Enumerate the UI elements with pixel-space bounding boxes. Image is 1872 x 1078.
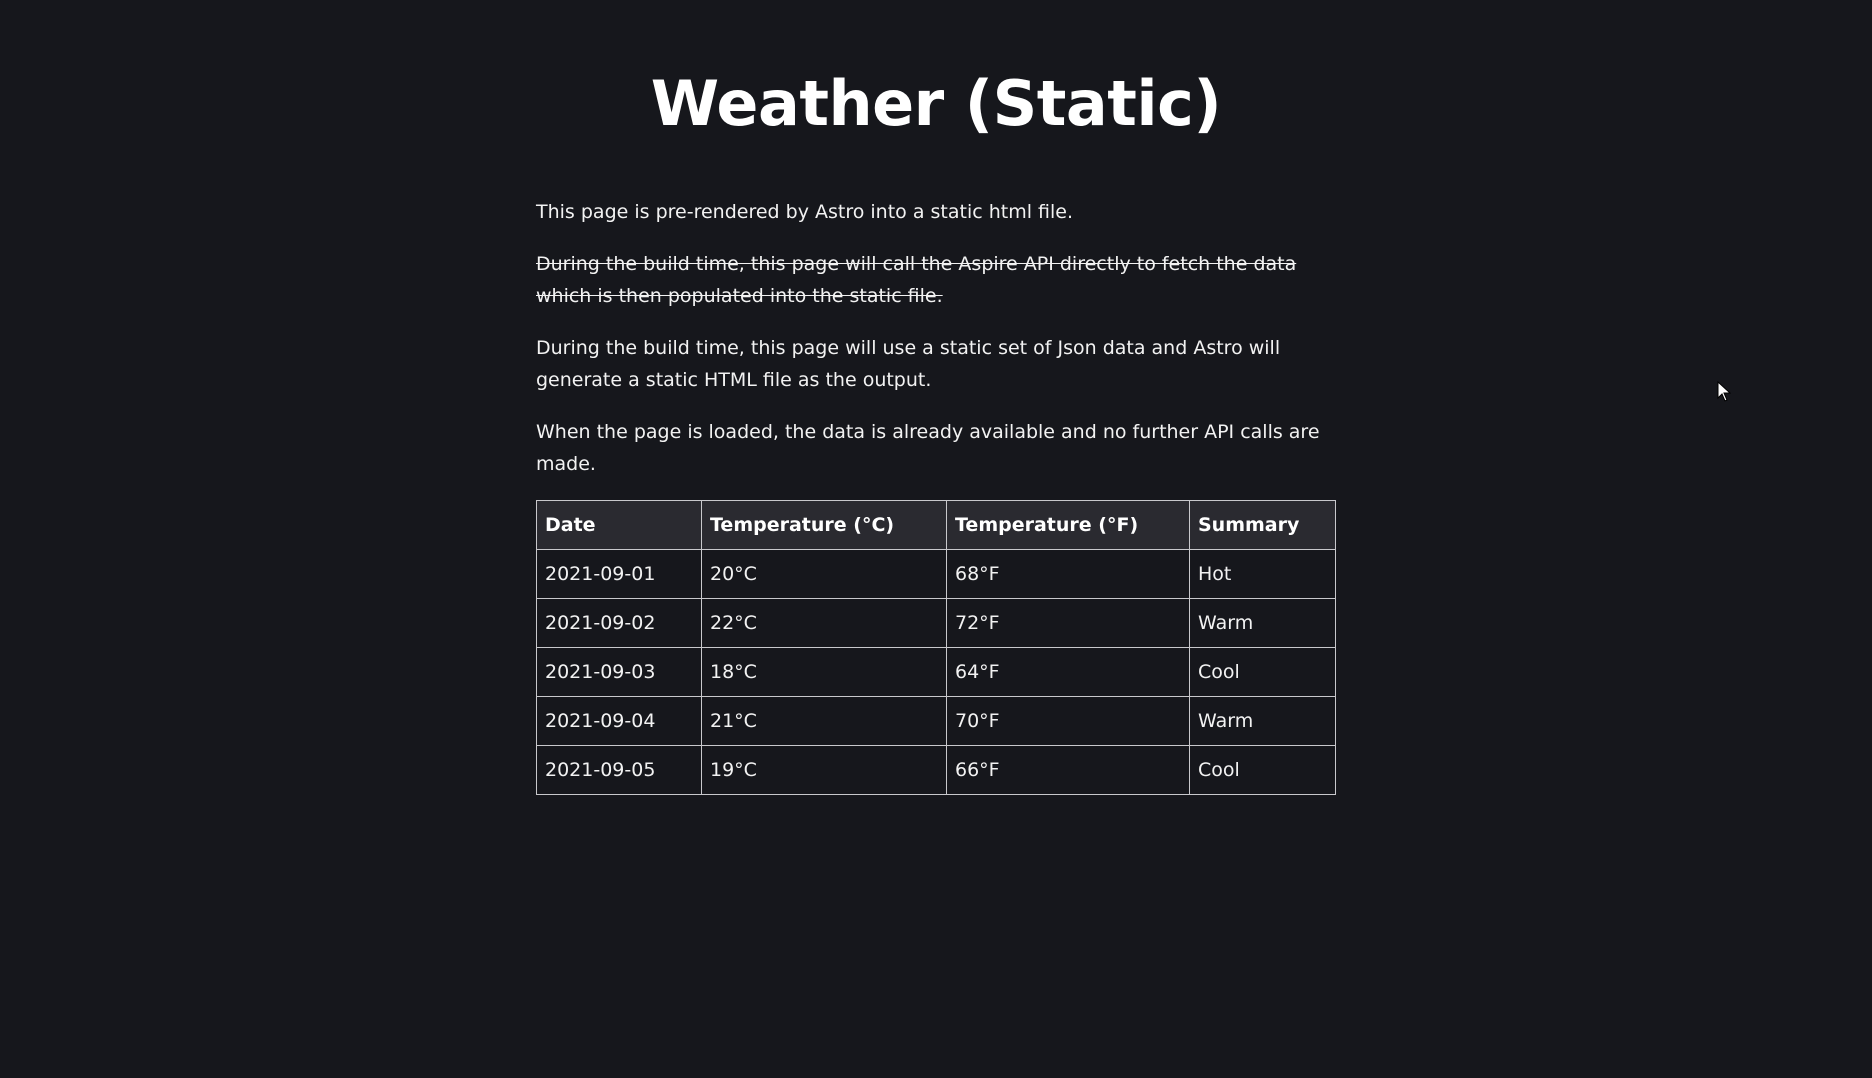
table-row xyxy=(537,550,1336,599)
cell-date: 2021-09-03 xyxy=(537,648,702,697)
cell-date: 2021-09-01 xyxy=(537,550,702,599)
cell-date: 2021-09-05 xyxy=(537,746,702,795)
table-row xyxy=(537,697,1336,746)
cell-summary: Cool xyxy=(1190,648,1336,697)
main-content xyxy=(536,0,1336,795)
cell-temperature-f: 68°F xyxy=(947,550,1190,599)
table-row xyxy=(537,746,1336,795)
cell-summary: Hot xyxy=(1190,550,1336,599)
cell-summary: Warm xyxy=(1190,697,1336,746)
cell-temperature-c: 22°C xyxy=(702,599,947,648)
cell-date: 2021-09-04 xyxy=(537,697,702,746)
table-row xyxy=(537,599,1336,648)
build-paragraph: During the build time, this page will use a static set of Json data and Astro will generate a static HTML file as the output. xyxy=(536,337,1281,391)
cell-temperature-c: 19°C xyxy=(702,746,947,795)
cell-summary: Warm xyxy=(1190,599,1336,648)
header-date: Date xyxy=(537,501,702,550)
table-header xyxy=(537,501,1336,550)
cell-temperature-f: 70°F xyxy=(947,697,1190,746)
struck-paragraph: During the build time, this page will call the Aspire API directly to fetch the data which is then populated into the static file. xyxy=(536,253,1297,307)
header-temperature-f: Temperature (°F) xyxy=(947,501,1190,550)
header-summary: Summary xyxy=(1190,501,1336,550)
mouse-pointer-icon xyxy=(1717,381,1731,403)
table-row xyxy=(537,648,1336,697)
cell-temperature-c: 21°C xyxy=(702,697,947,746)
cell-temperature-c: 20°C xyxy=(702,550,947,599)
table-body xyxy=(537,550,1336,795)
cell-date: 2021-09-02 xyxy=(537,599,702,648)
cell-summary: Cool xyxy=(1190,746,1336,795)
cell-temperature-f: 72°F xyxy=(947,599,1190,648)
intro-paragraph: This page is pre-rendered by Astro into a static html file. xyxy=(536,201,1074,223)
header-temperature-c: Temperature (°C) xyxy=(702,501,947,550)
page-title: Weather (Static) xyxy=(650,67,1222,140)
cell-temperature-c: 18°C xyxy=(702,648,947,697)
loaded-paragraph: When the page is loaded, the data is already available and no further API calls are made. xyxy=(536,421,1320,475)
cell-temperature-f: 64°F xyxy=(947,648,1190,697)
cell-temperature-f: 66°F xyxy=(947,746,1190,795)
table-header-row xyxy=(537,501,1336,550)
weather-table xyxy=(536,500,1336,795)
